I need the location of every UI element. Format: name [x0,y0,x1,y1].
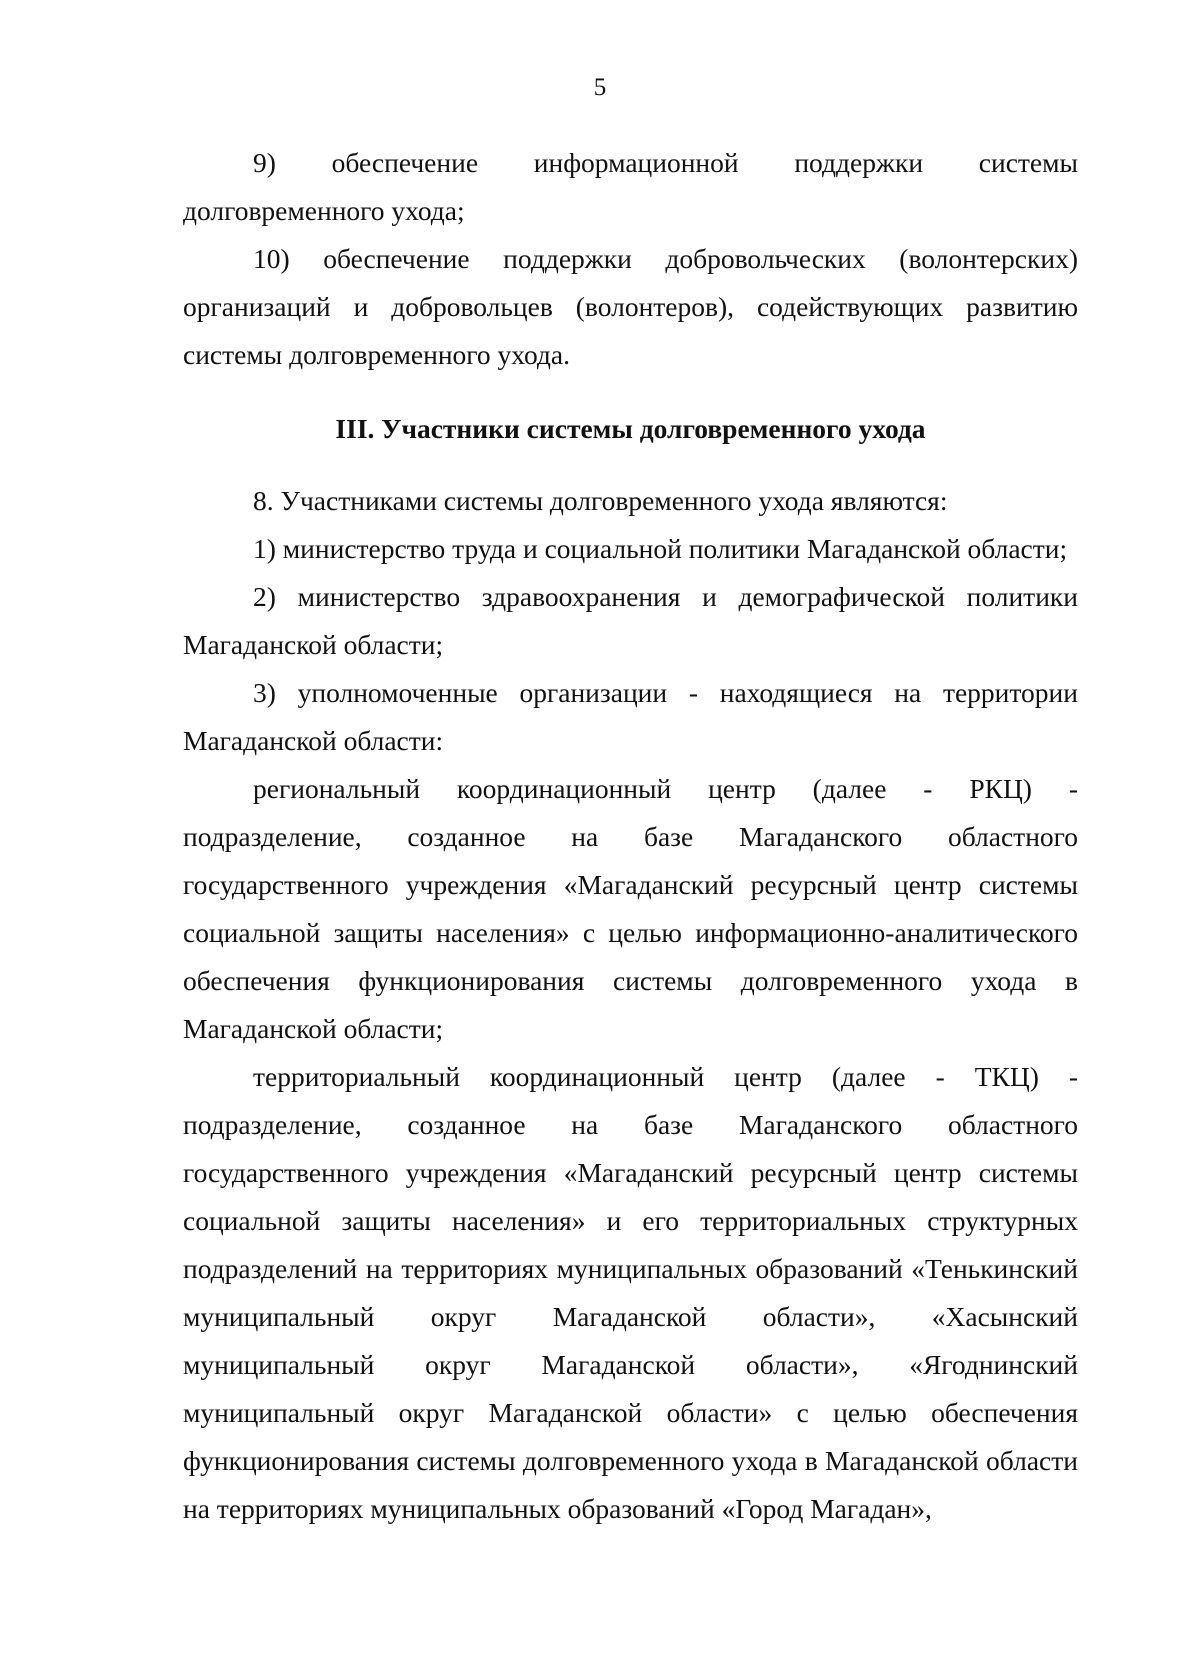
participant-3: 3) уполномоченные организации - находящиеся на территории Магаданской области: [183,677,1078,756]
territorial-center-paragraph: территориальный координационный центр (далее - ТКЦ) - подразделение, созданное на базе Магаданского областного государственного учреждения «Магаданский ресурсный центр системы социальной защиты населения» и его территориальных структурных подразделений на территориях муниципальных образований «Тенькинский муниципальный округ Магаданской области», «Хасынский муниципальный округ Магаданской области», «Ягоднинский муниципальный округ Магаданской области» с целью обеспечения функционирования системы долговременного ухода в Магаданской области на территориях муниципальных образований «Город Магадан», [183,1061,1078,1524]
regional-center-paragraph: региональный координационный центр (далее - РКЦ) - подразделение, созданное на базе Магаданского областного государственного учреждения «Магаданский ресурсный центр системы социальной защиты населения» с целью информационно-аналитического обеспечения функционирования системы долговременного ухода в Магаданской области; [183,773,1078,1044]
list-item-10: 10) обеспечение поддержки добровольческих (волонтерских) организаций и добровольцев (волонтеров), содействующих развитию системы долговременного ухода. [183,243,1078,370]
document-body [183,139,1078,1533]
participant-1: 1) министерство труда и социальной политики Магаданской области; [253,533,1068,564]
section-heading: III. Участники системы долговременного ухода [335,413,926,444]
list-item-9: 9) обеспечение информационной поддержки системы долговременного ухода; [183,147,1078,226]
page-number: 5 [593,74,607,101]
participant-2: 2) министерство здравоохранения и демографической политики Магаданской области; [183,581,1078,660]
clause-8: 8. Участниками системы долговременного ухода являются: [253,485,948,516]
